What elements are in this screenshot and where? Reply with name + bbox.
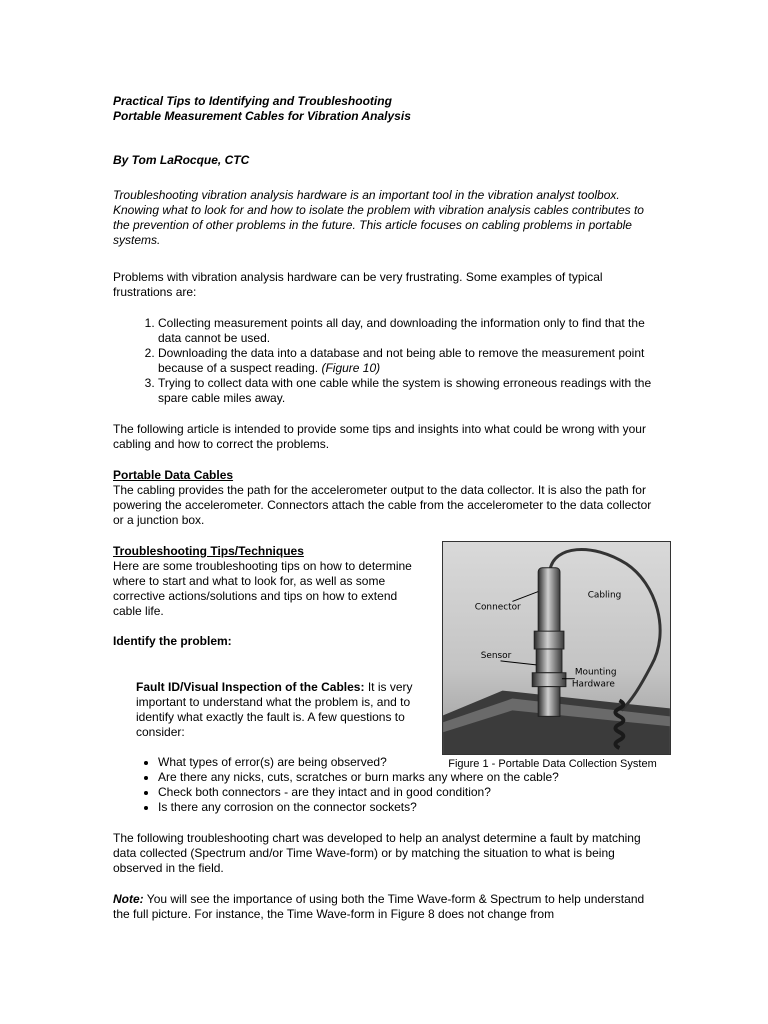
chart-paragraph: The following troubleshooting chart was developed to help an analyst determine a fault by matching data collected (Spectrum and/or Time Wave-form) or by matching the situation to what is being observed in the field. [113,831,641,875]
tips-paragraph: Here are some troubleshooting tips on how to determine where to start and what to look for, as well as some corrective actions/solutions and tips on how to extend cable life. [113,559,412,618]
fault-paragraph: Fault ID/Visual Inspection of the Cables: It is very important to understand what the problem is, and to identify what exactly the fault is. A few questions to consider: [136,680,413,739]
list-item: • Is there any corrosion on the connector sockets? [158,800,658,815]
portable-cables-paragraph: The cabling provides the path for the accelerometer output to the data collector. It is also the path for powering the accelerometer. Connectors attach the cable from the accelerometer to the data collector or a junction box. [113,483,652,527]
following-paragraph: The following article is intended to provide some tips and insights into what could be wrong with your cabling and how to correct the problems. [113,422,646,451]
list-item: 1. Collecting measurement points all day, and downloading the information only to find that the data cannot be used. [158,316,658,346]
title-line-1: Practical Tips to Identifying and Troubleshooting [113,94,392,108]
list-item: 3. Trying to collect data with one cable while the system is showing erroneous readings with the spare cable miles away. [158,376,658,406]
sensor-label: Sensor [480,650,512,661]
connector-label: Connector [474,602,521,613]
intro-paragraph: Troubleshooting vibration analysis hardware is an important tool in the vibration analyst toolbox. Knowing what to look for and how to isolate the problem with vibration analysis cables contributes to the prevention of other problems in the future. This article focuses on cabling problems in portable systems. [113,188,644,247]
list-item: • Are there any nicks, cuts, scratches or burn marks any where on the cable? [158,770,658,785]
fault-label: Fault ID/Visual Inspection of the Cables: [136,680,365,694]
mounting-label-line-2: Hardware [571,679,615,690]
figure-1 [442,541,671,772]
note-paragraph: Note: You will see the importance of using both the Time Wave-form & Spectrum to help understand the full picture. For instance, the Time Wave-form in Figure 8 does not change from [113,892,645,921]
cabling-label: Cabling [587,590,622,601]
list-item: • Check both connectors - are they intact and in good condition? [158,785,658,800]
figure-caption: Figure 1 - Portable Data Collection System [448,758,657,770]
problems-paragraph: Problems with vibration analysis hardware can be very frustrating. Some examples of typical frustrations are: [113,270,603,299]
figure-reference: (Figure 10) [321,361,381,375]
portable-cables-heading: Portable Data Cables [113,468,234,482]
mounting-label-line-1: Mounting [574,667,617,678]
document-page [113,94,658,922]
frustrations-list [113,316,658,406]
list-item: 2. Downloading the data into a database and not being able to remove the measurement point because of a suspect reading. (Figure 10) [158,346,658,376]
identify-heading: Identify the problem: [113,634,232,648]
note-label: Note: [113,892,144,906]
list-item: • What types of error(s) are being observed? [158,755,658,770]
title-line-2: Portable Measurement Cables for Vibration Analysis [113,109,411,123]
tips-heading: Troubleshooting Tips/Techniques [113,544,304,558]
byline: By Tom LaRocque, CTC [113,153,250,167]
cable-photo [442,541,671,755]
